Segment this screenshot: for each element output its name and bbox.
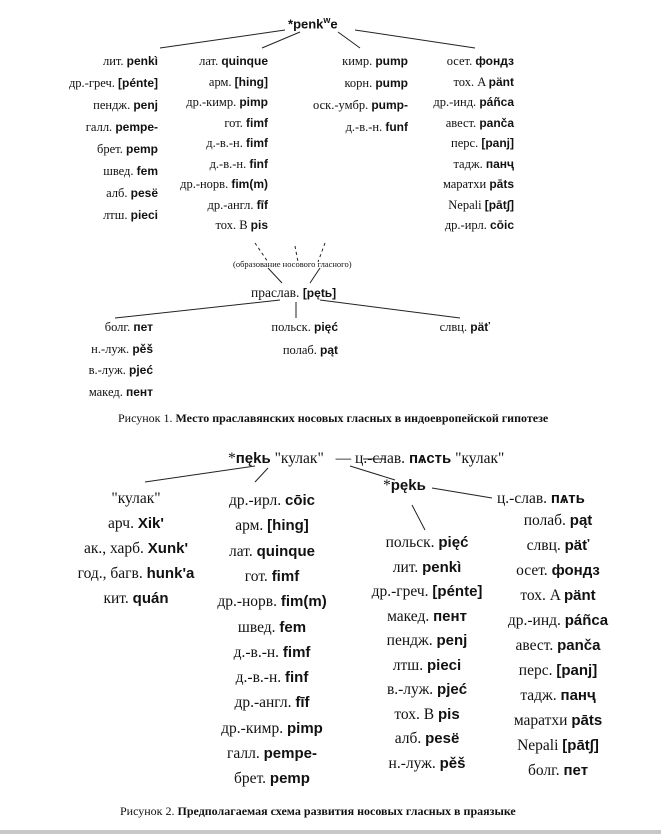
fig2-colD-row: [358, 586, 661, 605]
language-label: полаб.: [282, 343, 317, 357]
language-label: болг.: [527, 762, 560, 779]
fig2-node-csl: [497, 489, 585, 508]
word-form: pięć: [313, 320, 338, 334]
fig2-colD-row: [358, 736, 661, 755]
word-form: penkì: [422, 558, 462, 576]
fig2-colD-row: [358, 611, 661, 630]
word-form: páñca: [479, 95, 514, 109]
node3-form: пѧть: [550, 490, 585, 507]
word-form: fimf: [246, 115, 268, 130]
edge-root-col2: [262, 32, 300, 48]
fig1-col4-row: [448, 198, 514, 213]
language-label: арм.: [235, 517, 264, 535]
language-label: швед.: [103, 164, 134, 178]
word-form: pesë: [130, 186, 158, 200]
language-label: год., багв.: [77, 565, 143, 582]
language-label: маратхи: [442, 177, 487, 191]
fig1-col3-row: [344, 76, 408, 91]
fig1-col3-row: [313, 98, 408, 113]
word-form: пент: [433, 607, 467, 625]
language-label: тох. B: [394, 705, 435, 723]
word-form: cōic: [284, 492, 315, 509]
language-label: слвц.: [439, 320, 468, 334]
language-label: брет.: [97, 142, 123, 156]
word-form: [pāt∫]: [562, 737, 599, 754]
word-form: pis: [250, 218, 268, 232]
language-label: пендж.: [386, 632, 433, 649]
language-label: ак., харб.: [83, 540, 144, 557]
word-form: pemp: [125, 142, 158, 156]
language-label: авест.: [515, 637, 554, 654]
root-labiovelar-mark: w: [323, 15, 331, 25]
word-form: фондз: [475, 54, 514, 68]
language-label: лат.: [199, 54, 219, 68]
edge-root-col4: [355, 30, 475, 48]
fig1-col1-row: [69, 76, 158, 91]
language-label: брет.: [234, 770, 267, 788]
fig1-root: [288, 15, 338, 31]
language-label: арч.: [108, 515, 134, 532]
fig1-caption-title: Место праславянских носовых гласных в индоевропейской гипотезе: [175, 411, 549, 425]
language-label: др.-инд.: [433, 95, 477, 109]
fig2-caption-lead: Рисунок 2.: [120, 804, 175, 818]
fig2-root-star: *: [228, 450, 236, 467]
fig1-col1-row: [103, 208, 158, 223]
word-form: quinque: [221, 54, 268, 68]
language-label: др.-ирл.: [444, 218, 487, 232]
word-form: пет: [133, 320, 153, 334]
word-form: fem: [279, 618, 307, 636]
language-label: оск.-умбр.: [313, 98, 369, 112]
word-form: pempe-: [115, 120, 158, 134]
word-form: penkì: [126, 54, 158, 68]
fig1-col1-row: [86, 120, 158, 135]
word-form: penj: [133, 98, 158, 112]
word-form: pump: [375, 54, 408, 68]
language-label: слвц.: [526, 537, 561, 554]
edge-root-col3: [338, 32, 360, 48]
language-label: д.-в.-н.: [209, 156, 247, 171]
fig2-root-csl-form: пѧсть: [408, 450, 452, 467]
language-label: маратхи: [513, 712, 568, 729]
language-label: польск.: [385, 534, 435, 551]
language-label: д.-в.-н.: [345, 120, 383, 134]
fig1-col4-row: [443, 177, 514, 192]
word-form: finf: [249, 156, 268, 171]
fig2-caption-title: Предполагаемая схема развития носовых гласных в праязыке: [177, 804, 516, 818]
language-label: макед.: [387, 607, 430, 625]
word-form: pis: [437, 705, 460, 723]
language-label: тадж.: [520, 687, 557, 704]
word-form: [pénte]: [118, 76, 158, 90]
language-label: др.-кимр.: [221, 719, 284, 737]
fig2-root: [228, 449, 504, 468]
word-form: pänt: [488, 74, 514, 89]
language-label: алб.: [394, 730, 422, 747]
praslav-node: [251, 285, 336, 301]
word-form: pieci: [130, 208, 158, 222]
fig2-colD-row: [358, 761, 661, 780]
word-form: panča: [479, 115, 514, 130]
word-form: pimp: [239, 95, 268, 109]
word-form: penj: [436, 632, 468, 649]
fig2-colD-row: [358, 511, 661, 530]
word-form: pāts: [571, 712, 603, 729]
word-form: pump: [375, 76, 408, 90]
word-form: fim(m): [231, 177, 268, 191]
fig1-caption: [118, 411, 548, 426]
word-form: quán: [132, 590, 169, 607]
language-label: др.-греч.: [68, 76, 115, 90]
language-label: авест.: [445, 115, 477, 130]
fig2-colD-row: [358, 636, 661, 655]
language-label: макед.: [88, 384, 123, 399]
language-label: д.-в.-н.: [235, 669, 282, 687]
word-form: fimf: [271, 567, 300, 585]
fig1-col4-row: [445, 218, 514, 233]
language-label: тадж.: [453, 156, 483, 171]
language-label: кимр.: [342, 54, 373, 68]
word-form: [hing]: [234, 74, 268, 89]
language-label: болг.: [104, 320, 131, 334]
language-label: лтш.: [103, 208, 128, 222]
root-ending: e: [330, 16, 338, 32]
edge-praslav-left: [115, 300, 280, 318]
fig2-caption: [120, 804, 516, 819]
word-form: pieci: [427, 656, 462, 674]
word-form: пент: [125, 384, 153, 399]
word-form: quinque: [256, 542, 315, 560]
fig1-col4-row: [446, 116, 514, 131]
fig1-col1-row: [103, 54, 158, 69]
word-form: [panj]: [481, 136, 514, 150]
fig1-col1-row: [97, 142, 158, 157]
language-label: "кулак": [111, 490, 161, 507]
praslav-form: [pętь]: [302, 286, 337, 300]
word-form: páñca: [564, 612, 609, 629]
language-label: полаб.: [523, 512, 566, 529]
fig1-col2-row: [210, 157, 268, 172]
fig1-slav-mid-row: [283, 343, 338, 358]
word-form: pěš: [439, 754, 466, 772]
language-label: польск.: [271, 320, 311, 334]
word-form: päť: [564, 537, 590, 554]
edge-praslav-right: [320, 300, 460, 318]
language-label: др.-англ.: [207, 197, 254, 212]
language-label: др.-англ.: [234, 694, 292, 712]
language-label: д.-в.-н.: [206, 136, 243, 150]
word-form: [pénte]: [432, 583, 483, 600]
language-label: др.-инд.: [507, 612, 561, 629]
language-label: корн.: [344, 76, 373, 90]
fig1-slav-left-row: [89, 385, 153, 400]
language-label: алб.: [106, 186, 128, 200]
edge-fig2-colA: [145, 466, 255, 482]
word-form: pump-: [371, 98, 408, 112]
fig1-col3-row: [346, 120, 408, 135]
edge-fig2-colB: [255, 468, 268, 482]
node2-star: *: [383, 477, 391, 494]
language-label: лтш.: [392, 656, 424, 674]
language-label: лит.: [392, 558, 419, 576]
word-form: фондз: [551, 562, 600, 579]
language-label: др.-кимр.: [186, 95, 237, 109]
fig1-col1-row: [93, 98, 158, 113]
fig2-colD-row: [358, 686, 661, 705]
word-form: funf: [385, 120, 408, 134]
nasal-note: (образование носового гласного): [233, 259, 352, 269]
language-label: лат.: [229, 542, 253, 560]
language-label: в.-луж.: [386, 681, 434, 698]
edge-root-col1: [160, 30, 285, 48]
word-form: panča: [557, 637, 601, 654]
language-label: гот.: [224, 115, 243, 130]
word-form: pąt: [320, 343, 338, 357]
fig2-colB-row: [72, 491, 472, 510]
word-form: fīf: [256, 197, 268, 212]
node2-form: pękь: [390, 477, 426, 494]
word-form: [hing]: [267, 517, 309, 535]
praslav-label: праслав.: [251, 285, 300, 300]
language-label: др.-норв.: [180, 177, 229, 191]
word-form: fīf: [295, 694, 310, 712]
language-label: д.-в.-н.: [233, 643, 280, 661]
fig1-col4-row: [453, 157, 514, 172]
fig2-colD-row: [358, 711, 661, 730]
word-form: hunk'a: [146, 565, 195, 582]
fig1-slav-mid-row: [271, 320, 338, 335]
fig1-col4-row: [453, 75, 514, 90]
language-label: н.-луж.: [388, 754, 436, 772]
fig1-col2-row: [199, 54, 268, 69]
word-form: [panj]: [556, 662, 598, 679]
fig1-col3-row: [342, 54, 408, 69]
language-label: осет.: [446, 54, 473, 68]
fig2-root-csl-gloss: "кулак": [455, 450, 505, 467]
word-form: fimf: [246, 136, 268, 150]
word-form: fem: [136, 164, 158, 178]
node3-label: ц.-слав.: [497, 490, 548, 507]
fig1-col2-row: [208, 198, 268, 213]
word-form: päť: [470, 320, 490, 334]
word-form: pąt: [569, 512, 593, 529]
word-form: pjeć: [437, 681, 468, 698]
language-label: Nepali: [448, 197, 482, 212]
word-form: пет: [563, 762, 589, 779]
language-label: галл.: [85, 120, 113, 134]
language-label: тох. B: [215, 218, 248, 232]
word-form: [pāt∫]: [484, 197, 514, 212]
fig1-slav-left-row: [89, 363, 153, 378]
language-label: галл.: [227, 745, 260, 762]
fig1-col1-row: [103, 164, 158, 179]
language-label: осет.: [516, 562, 548, 579]
language-label: др.-норв.: [217, 593, 277, 611]
page-bottom-rule: [0, 830, 661, 834]
fig1-caption-lead: Рисунок 1.: [118, 411, 173, 425]
fig1-col4-row: [433, 95, 514, 110]
word-form: pěš: [132, 341, 153, 356]
fig2-colD-row: [358, 536, 661, 555]
fig2-root-dash: —: [335, 450, 352, 467]
word-form: finf: [285, 669, 309, 687]
language-label: Nepali: [517, 737, 559, 754]
root-star: *: [288, 16, 294, 32]
fig2-root-gloss: "кулак": [274, 450, 324, 467]
word-form: pemp: [269, 770, 310, 788]
fig1-col4-row: [447, 54, 514, 69]
fig1-slav-right-row: [440, 320, 490, 335]
root-stem: penk: [293, 16, 324, 32]
language-label: тох. A: [453, 74, 486, 89]
fig1-slav-left-row: [91, 342, 153, 357]
fig2-colD-row: [358, 558, 661, 580]
edge-note-2: [310, 268, 320, 283]
language-label: перс.: [518, 662, 553, 679]
language-label: тох. A: [520, 587, 561, 604]
word-form: панҷ: [485, 156, 514, 171]
word-form: pesë: [425, 730, 460, 747]
fig1-col2-row: [206, 136, 268, 151]
fig2-colD-row: [358, 661, 661, 680]
language-label: др.-ирл.: [228, 492, 282, 509]
fig1-col2-row: [186, 95, 268, 110]
fig1-col2-row: [215, 218, 268, 233]
word-form: pempe-: [263, 745, 317, 762]
language-label: арм.: [208, 74, 232, 89]
language-label: в.-луж.: [88, 363, 126, 377]
fig1-col2-row: [209, 75, 268, 90]
language-label: н.-луж.: [91, 341, 130, 356]
language-label: кит.: [103, 590, 129, 607]
word-form: Xunk': [147, 540, 189, 557]
language-label: перс.: [451, 136, 479, 150]
fig1-col2-row: [180, 177, 268, 192]
fig2-root-form: пękь: [235, 450, 271, 467]
fig1-slav-left-row: [105, 320, 153, 335]
fig1-col4-row: [451, 136, 514, 151]
word-form: pięć: [438, 534, 469, 551]
word-form: pāts: [489, 177, 514, 191]
edge-note-1: [268, 268, 282, 283]
fig1-col1-row: [106, 186, 158, 201]
word-form: Xik': [137, 515, 164, 532]
word-form: fim(m): [280, 593, 327, 611]
fig1-col2-row: [224, 116, 268, 131]
language-label: гот.: [244, 567, 268, 585]
word-form: панҷ: [560, 687, 596, 704]
word-form: pänt: [563, 587, 596, 604]
language-label: лит.: [102, 54, 124, 68]
word-form: cōic: [489, 218, 514, 232]
fig2-root-csl-label: ц.-слав.: [355, 450, 406, 467]
word-form: pjeć: [128, 363, 153, 377]
word-form: pimp: [286, 719, 323, 737]
word-form: fimf: [282, 643, 311, 661]
language-label: др.-греч.: [371, 583, 429, 600]
language-label: пендж.: [93, 98, 131, 112]
language-label: швед.: [237, 618, 276, 636]
